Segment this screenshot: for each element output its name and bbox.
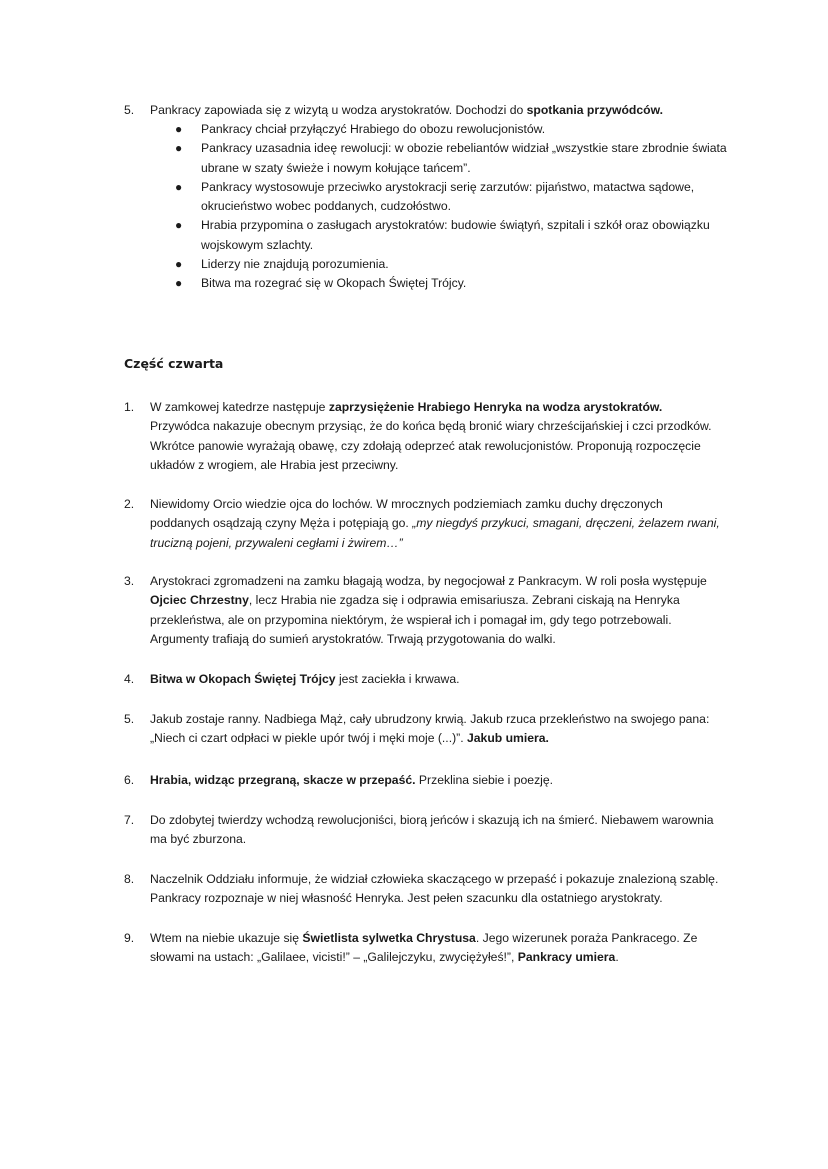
- bullet-icon: ●: [175, 179, 183, 194]
- list-item: 4. Bitwa w Okopach Świętej Trójcy jest zaciekła i krwawa.: [124, 672, 460, 686]
- bullet-list: [175, 120, 735, 294]
- list-item: 7. Do zdobytej twierdzy wchodzą rewolucjoniści, biorą jeńców i skazują ich na śmierć. Niebawem warownia ma być zburzona.: [124, 813, 714, 847]
- section-heading: Część czwarta: [124, 356, 224, 371]
- list-item: 6. Hrabia, widząc przegraną, skacze w przepaść. Przeklina siebie i poezję.: [124, 773, 554, 787]
- list-item: 2. Niewidomy Orcio wiedzie ojca do lochów. W mrocznych podziemiach zamku duchy dręczonych poddanych osądzają czyny Męża i potępiają go. „my niegdyś przykuci, smagani, dręczeni, żelazem rwani, trucizną pojeni, przywaleni cegłami i żwirem…”: [124, 497, 720, 550]
- bullet-item: ● Pankracy uzasadnia ideę rewolucji: w obozie rebeliantów widział „wszystkie stare zbrodnie świata ubrane w szaty świeże i nowym kołujące tańcem”.: [175, 141, 727, 175]
- item-number: 5.: [124, 103, 135, 117]
- list-item: [124, 101, 724, 120]
- bullet-icon: ●: [175, 122, 183, 136]
- list-item: 9. Wtem na niebie ukazuje się Świetlista sylwetka Chrystusa. Jego wizerunek poraża Pankracego. Ze słowami na ustach: „Galilaee, vicisti!” – „Galilejczyku, zwyciężyłeś!”, Pankracy umiera.: [124, 931, 698, 965]
- bullet-item: ● Liderzy nie znajdują porozumienia.: [175, 255, 735, 274]
- list-item: 1. W zamkowej katedrze następuje zaprzysiężenie Hrabiego Henryka na wodza arystokratów. Przywódca nakazuje obecnym przysiąc, że do końca będą bronić wiary chrześcijańskiej i czci przodków. Wkrótce panowie wyrażają obawę, czy zdołają odeprzeć atak rewolucjonistów. Proponują rozpoczęcie układów z wrogiem, ale Hrabia jest przeciwny.: [124, 400, 712, 472]
- bullet-icon: ●: [175, 257, 183, 272]
- list-item: 8. Naczelnik Oddziału informuje, że widział człowieka skaczącego w przepaść i pokazuje znalezioną szablę. Pankracy rozpoznaje w niej własność Henryka. Jest pełen szacunku dla ostatniego arystokraty.: [124, 872, 719, 906]
- bullet-item: ● Pankracy chciał przyłączyć Hrabiego do obozu rewolucjonistów.: [175, 120, 735, 139]
- bullet-item: ● Pankracy wystosowuje przeciwko arystokracji serię zarzutów: pijaństwo, matactwa sądowe, okrucieństwo wobec poddanych, cudzołóstwo.: [175, 179, 695, 214]
- list-item: 3. Arystokraci zgromadzeni na zamku błagają wodza, by negocjował z Pankracym. W roli posła występuje Ojciec Chrzestny, lecz Hrabia nie zgadza się i odprawia emisariusza. Zebrani ciskają na Henryka przekleństwa, ale on przypomina niektórym, że wspierał ich i pomagał im, gdy tego potrzebowali. Argumenty trafiają do sumień arystokratów. Trwają przygotowania do walki.: [124, 574, 707, 646]
- list-item: 5. Jakub zostaje ranny. Nadbiega Mąż, cały ubrudzony krwią. Jakub rzuca przekleństwo na swojego pana: „Niech ci czart odpłaci w piekle upór twój i męki moje (...)”. Jakub umiera.: [124, 712, 710, 746]
- bullet-icon: ●: [175, 276, 183, 291]
- bullet-icon: ●: [175, 141, 183, 156]
- bullet-item: ● Hrabia przypomina o zasługach arystokratów: budowie świątyń, szpitali i szkół oraz obowiązku wojskowym szlachty.: [175, 218, 710, 252]
- bullet-item: ● Bitwa ma rozegrać się w Okopach Świętej Trójcy.: [175, 274, 735, 293]
- bullet-icon: ●: [175, 218, 183, 233]
- item-text: Pankracy zapowiada się z wizytą u wodza arystokratów. Dochodzi do spotkania przywódców.: [150, 103, 663, 117]
